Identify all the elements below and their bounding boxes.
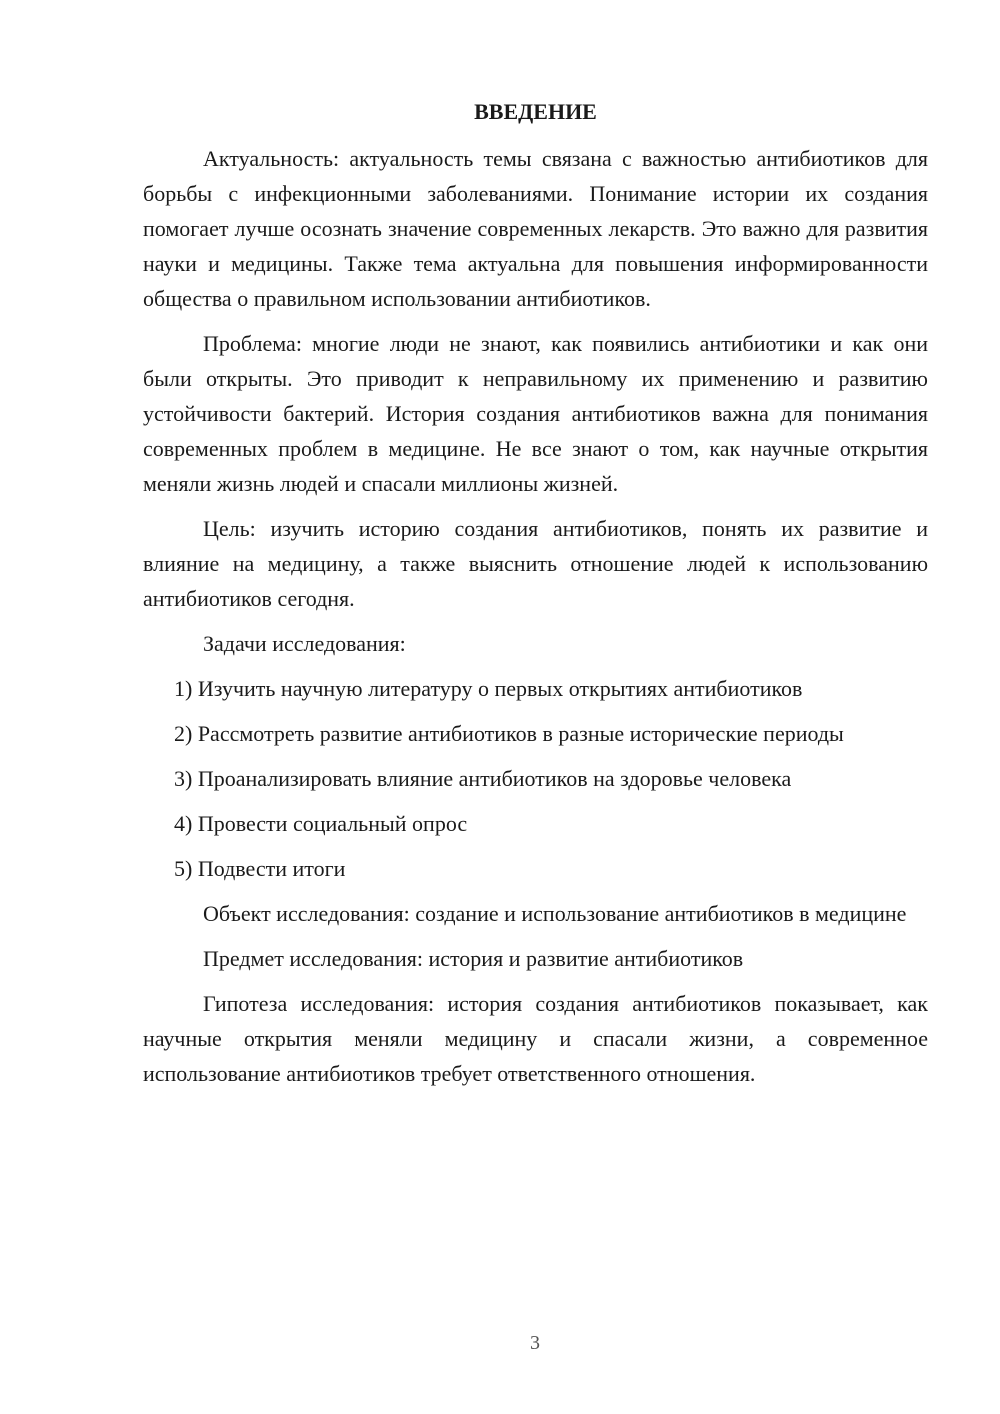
task-item: 5) Подвести итоги — [174, 856, 346, 881]
section-heading: ВВЕДЕНИЕ — [474, 99, 597, 124]
task-item: 4) Провести социальный опрос — [174, 811, 468, 836]
task-item: 2) Рассмотреть развитие антибиотиков в разные исторические периоды — [174, 721, 844, 746]
page-number: 3 — [530, 1332, 540, 1354]
object-paragraph: Объект исследования: создание и использование антибиотиков в медицине — [203, 901, 907, 926]
tasks-title: Задачи исследования: — [203, 631, 406, 656]
hypothesis-paragraph: Гипотеза исследования: история создания антибиотиков показывает, как научные открытия меняли медицину и спасали жизни, а современное использование антибиотиков требует ответственного отношения. — [143, 991, 928, 1086]
problem-paragraph: Проблема: многие люди не знают, как появились антибиотики и как они были открыты. Это приводит к неправильному их применению и развитию устойчивости бактерий. История создания антибиотиков важна для понимания современных проблем в медицине. Не все знают о том, как научные открытия меняли жизнь людей и спасали миллионы жизней. — [143, 331, 928, 496]
goal-paragraph: Цель: изучить историю создания антибиотиков, понять их развитие и влияние на медицину, а также выяснить отношение людей к использованию антибиотиков сегодня. — [143, 516, 928, 611]
task-item: 1) Изучить научную литературу о первых открытиях антибиотиков — [174, 676, 803, 701]
relevance-paragraph: Актуальность: актуальность темы связана с важностью антибиотиков для борьбы с инфекционными заболеваниями. Понимание истории их создания помогает лучше осознать значение современных лекарств. Это важно для развития науки и медицины. Также тема актуальна для повышения информированности общества о правильном использовании антибиотиков. — [143, 146, 928, 311]
page-content — [143, 94, 928, 1101]
task-item: 3) Проанализировать влияние антибиотиков на здоровье человека — [174, 766, 792, 791]
subject-paragraph: Предмет исследования: история и развитие антибиотиков — [203, 946, 744, 971]
